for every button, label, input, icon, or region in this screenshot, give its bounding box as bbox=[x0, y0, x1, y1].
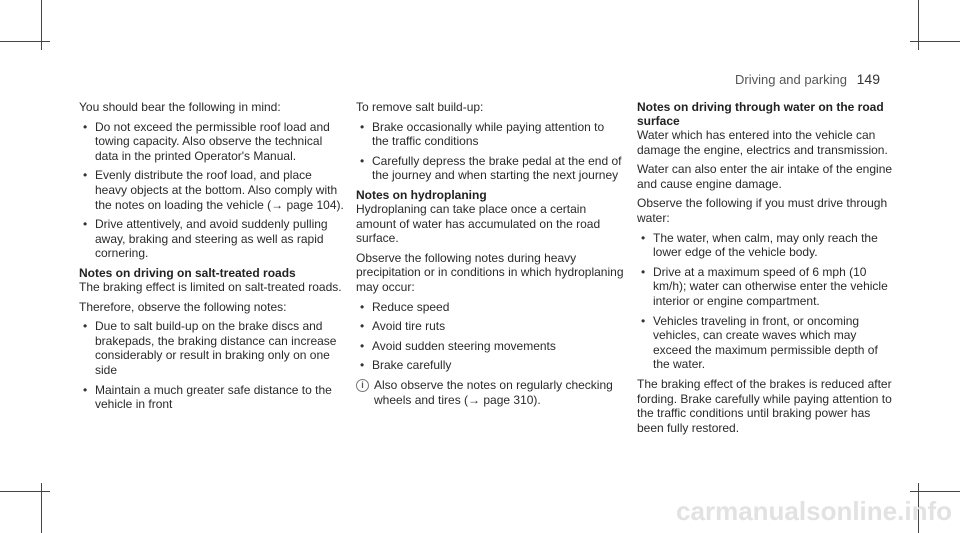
list-item: • Reduce speed bbox=[356, 300, 624, 315]
bullet-list bbox=[356, 120, 624, 183]
paragraph: Hydroplaning can take place once a certain amount of water has accumulated on the road surface. bbox=[356, 201, 601, 246]
list-item: • Avoid sudden steering movements bbox=[356, 339, 624, 354]
list-item: • Do not exceed the permissible roof load and towing capacity. Also observe the technical data in the printed Operator's Manual. bbox=[79, 120, 347, 164]
bullet-list bbox=[79, 120, 347, 261]
list-item: • Evenly distribute the roof load, and place heavy objects at the bottom. Also comply with the notes on loading the vehicle (→ page 104). bbox=[79, 168, 347, 212]
crop-mark bbox=[0, 41, 50, 42]
page-number: 149 bbox=[856, 71, 880, 87]
paragraph: The braking effect is limited on salt-treated roads. bbox=[79, 279, 342, 294]
list-item: • Avoid tire ruts bbox=[356, 319, 624, 334]
crop-mark bbox=[0, 491, 50, 492]
paragraph: Water which has entered into the vehicle can damage the engine, electrics and transmission. bbox=[637, 128, 888, 157]
list-item: • Drive at a maximum speed of 6 mph (10 km/h); water can otherwise enter the vehicle interior or engine compartment. bbox=[637, 265, 897, 309]
section-heading: Notes on hydroplaning bbox=[356, 187, 487, 202]
crop-mark bbox=[910, 41, 960, 42]
info-icon: i bbox=[356, 379, 369, 392]
list-item: • Vehicles traveling in front, or oncoming vehicles, can create waves which may exceed the maximum permissible depth of the water. bbox=[637, 314, 897, 372]
paragraph: Observe the following notes during heavy precipitation or in conditions in which hydroplaning may occur: bbox=[356, 250, 624, 294]
column-1 bbox=[79, 100, 347, 417]
list-item: • Brake carefully bbox=[356, 358, 624, 373]
list-item: • Drive attentively, and avoid suddenly pulling away, braking and steering as well as rapid cornering. bbox=[79, 217, 347, 261]
section-title: Driving and parking bbox=[735, 72, 848, 87]
intro-text: To remove salt build-up: bbox=[356, 100, 484, 114]
crop-mark bbox=[41, 0, 42, 50]
bullet-list bbox=[637, 231, 897, 372]
info-text: Also observe the notes on regularly checking wheels and tires (→ page 310). bbox=[374, 377, 613, 407]
crop-mark bbox=[918, 0, 919, 50]
intro-text: You should bear the following in mind: bbox=[79, 100, 281, 114]
column-3 bbox=[637, 100, 897, 440]
list-item: • The water, when calm, may only reach the lower edge of the vehicle body. bbox=[637, 231, 897, 260]
bullet-list bbox=[356, 300, 624, 373]
info-note bbox=[356, 378, 624, 407]
list-item: • Carefully depress the brake pedal at the end of the journey and when starting the next journey bbox=[356, 154, 624, 183]
page-header bbox=[735, 71, 880, 87]
watermark: carmanualsonline.info bbox=[676, 496, 952, 526]
list-item: • Maintain a much greater safe distance to the vehicle in front bbox=[79, 383, 347, 412]
bullet-list bbox=[79, 319, 347, 412]
paragraph: The braking effect of the brakes is reduced after fording. Brake carefully while paying attention to the traffic conditions until braking power has been fully restored. bbox=[637, 376, 892, 435]
paragraph: Observe the following if you must drive through water: bbox=[637, 196, 888, 225]
section-heading: Notes on driving on salt-treated roads bbox=[79, 265, 296, 280]
section-heading: Notes on driving through water on the road surface bbox=[637, 100, 884, 128]
paragraph: Therefore, observe the following notes: bbox=[79, 299, 287, 314]
crop-mark bbox=[910, 491, 960, 492]
list-item: • Brake occasionally while paying attention to the traffic conditions bbox=[356, 120, 624, 149]
paragraph: Water can also enter the air intake of the engine and cause engine damage. bbox=[637, 162, 893, 191]
list-item: • Due to salt build-up on the brake discs and brakepads, the braking distance can increase considerably or result in braking only on one side bbox=[79, 319, 347, 377]
column-2 bbox=[356, 100, 624, 407]
